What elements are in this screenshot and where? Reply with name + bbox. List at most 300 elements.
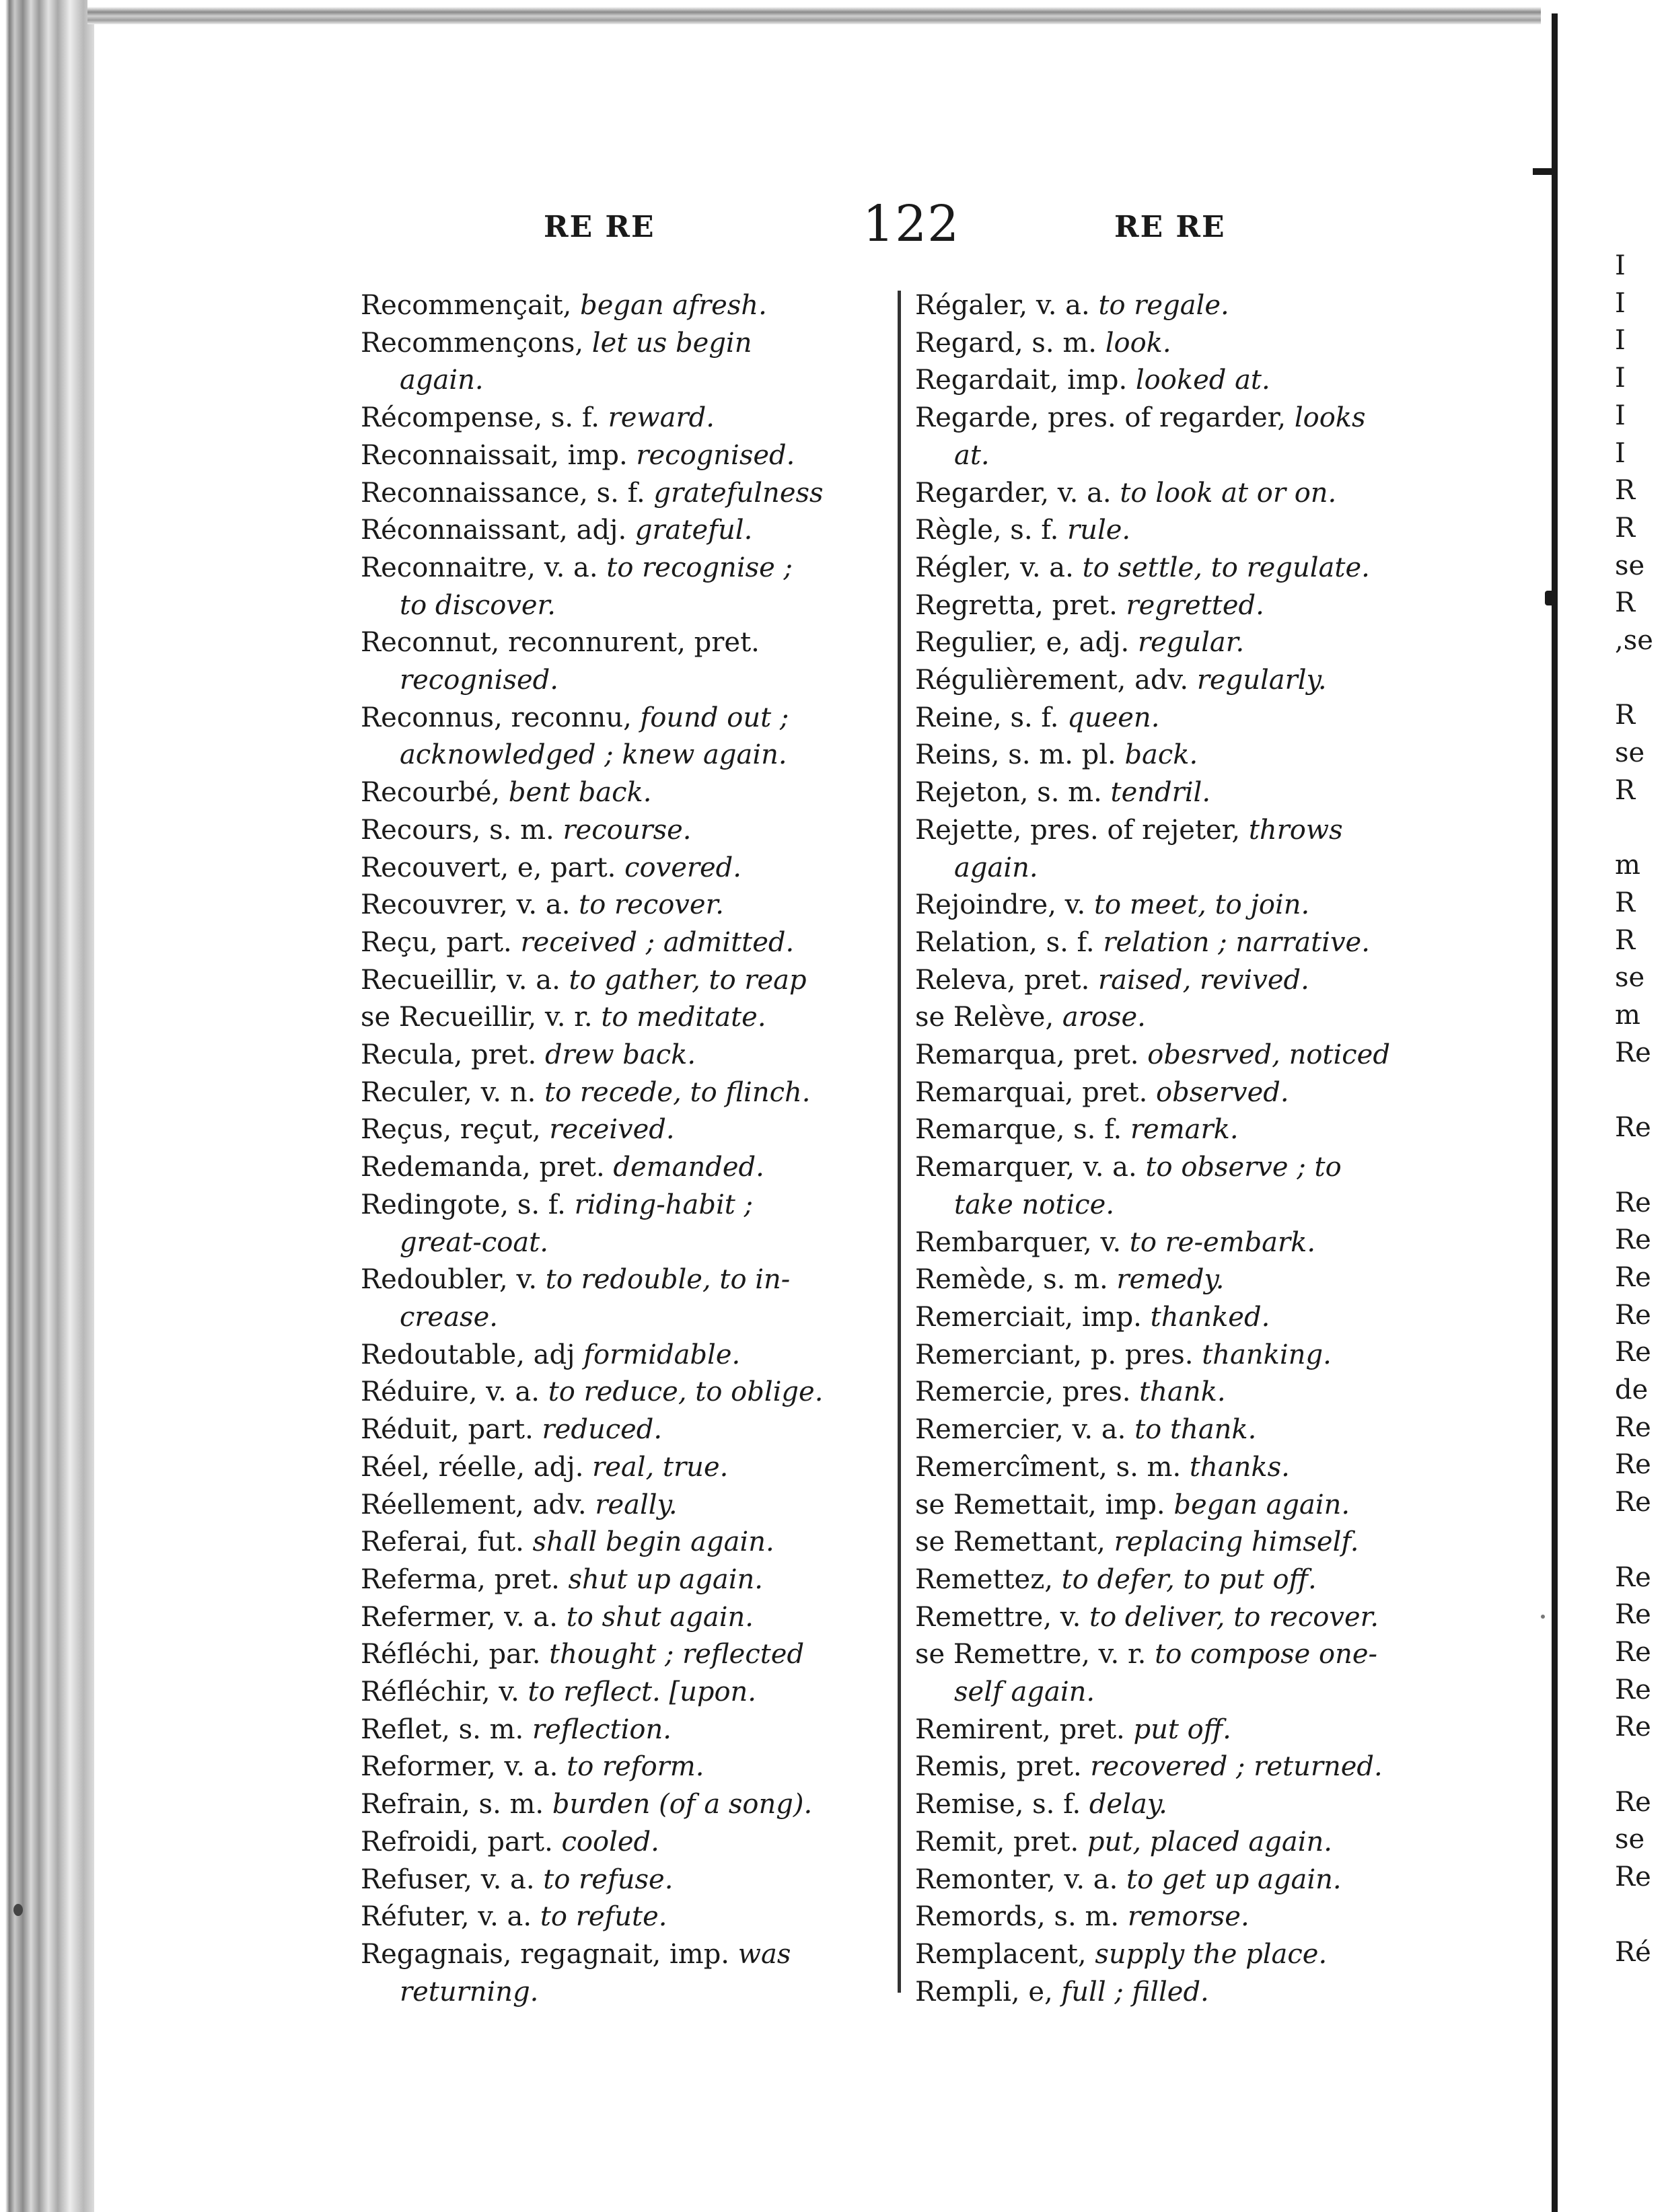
dictionary-entry: [361, 1487, 892, 1524]
next-page-fragment: Re: [1615, 1711, 1651, 1743]
translation: to refuse.: [543, 1864, 674, 1895]
headword: Recula, pret.: [361, 1039, 537, 1071]
headword: Regagnais, regagnait, imp.: [361, 1938, 730, 1970]
translation: throws: [1248, 814, 1343, 846]
headword: Remercier, v. a.: [915, 1414, 1126, 1446]
translation: to reform.: [567, 1751, 704, 1783]
headword: Reculer, v. n.: [361, 1076, 536, 1108]
headword: Reine, s. f.: [915, 702, 1059, 733]
next-page-fragment: I: [1615, 400, 1626, 431]
dictionary-entry: [915, 1337, 1447, 1374]
dictionary-entry: [361, 662, 892, 700]
next-page-fragment: Re: [1615, 1449, 1651, 1481]
headword: Remerciant, p. pres.: [915, 1339, 1194, 1370]
translation: thank.: [1139, 1376, 1226, 1408]
translation: again.: [954, 852, 1038, 883]
translation: queen.: [1067, 702, 1160, 733]
dictionary-entry: [361, 1748, 892, 1786]
dictionary-entry: [915, 587, 1447, 625]
headword: Recours, s. m.: [361, 814, 554, 846]
headword: Régaler, v. a.: [915, 290, 1090, 321]
headword: Refermer, v. a.: [361, 1601, 558, 1633]
dictionary-entry: [361, 1524, 892, 1561]
paper-speck: [1541, 1615, 1545, 1619]
headword: Remarque, s. f.: [915, 1114, 1122, 1146]
dictionary-entry: [915, 1561, 1447, 1599]
dictionary-entry: [915, 1711, 1447, 1749]
translation: covered.: [624, 852, 741, 883]
dictionary-entry: [915, 325, 1447, 363]
translation: reward.: [608, 402, 715, 434]
headword: Regard, s. m.: [915, 327, 1097, 359]
dictionary-entry: [361, 1037, 892, 1074]
translation: to refute.: [540, 1901, 667, 1933]
translation: to thank.: [1134, 1414, 1257, 1446]
dictionary-entry: [915, 1786, 1447, 1824]
translation: burden (of a song).: [552, 1789, 813, 1820]
translation: recourse.: [563, 814, 692, 846]
dictionary-entry: [915, 400, 1447, 437]
headword: Rejeton, s. m.: [915, 777, 1102, 809]
headword: Recueillir, v. a.: [361, 964, 560, 996]
dictionary-entry: [915, 774, 1447, 812]
dictionary-entry: [915, 1524, 1447, 1561]
next-page-fragment: ,se: [1615, 625, 1653, 656]
translation: to regale.: [1098, 290, 1229, 321]
dictionary-entry: [915, 999, 1447, 1037]
dictionary-entry: [915, 850, 1447, 887]
dictionary-entry: [361, 887, 892, 924]
headword: Redoubler, v.: [361, 1264, 538, 1296]
dictionary-entry: [915, 475, 1447, 513]
next-page-fragment: R: [1615, 587, 1636, 619]
next-page-fragment: se: [1615, 550, 1645, 581]
headword: se Remettait, imp.: [915, 1489, 1165, 1520]
dictionary-entry: [915, 700, 1447, 737]
headword: se Relève,: [915, 1002, 1054, 1033]
headword: Reçu, part.: [361, 926, 512, 958]
translation: formidable.: [583, 1339, 741, 1370]
headword: Reconnus, reconnu,: [361, 702, 632, 733]
running-head-right: RE RE: [1114, 210, 1226, 244]
headword: se Remettre, v. r.: [915, 1639, 1147, 1670]
translation: regularly.: [1196, 665, 1327, 696]
dictionary-entry: [915, 437, 1447, 475]
dictionary-entry: [361, 1936, 892, 1974]
headword: Remise, s. f.: [915, 1789, 1081, 1820]
dictionary-entry: [361, 624, 892, 662]
left-column: [361, 287, 892, 2011]
translation: back.: [1124, 739, 1198, 771]
translation: received ; admitted.: [520, 926, 795, 958]
headword: Remarquer, v. a.: [915, 1152, 1137, 1183]
headword: Refuser, v. a.: [361, 1864, 535, 1895]
headword: Releva, pret.: [915, 964, 1090, 996]
headword: Réduit, part.: [361, 1414, 534, 1446]
translation: to reduce, to oblige.: [548, 1376, 824, 1408]
next-page-fragment: m: [1615, 850, 1640, 881]
dictionary-entry: [361, 287, 892, 325]
translation: to recognise ;: [606, 552, 793, 583]
next-page-fragment: R: [1615, 887, 1636, 918]
headword: Regulier, e, adj.: [915, 627, 1130, 659]
next-page-fragment: R: [1615, 774, 1636, 806]
headword: Recommençons,: [361, 327, 584, 359]
headword: Recouvert, e, part.: [361, 852, 616, 883]
dictionary-entry: [915, 1037, 1447, 1074]
translation: obesrved, noticed: [1147, 1039, 1390, 1071]
dictionary-entry: [915, 737, 1447, 774]
translation: looked at.: [1135, 365, 1270, 396]
translation: demanded.: [613, 1152, 764, 1183]
translation: to meditate.: [601, 1002, 766, 1033]
headword: Réfléchi, par.: [361, 1639, 541, 1670]
headword: Regretta, pret.: [915, 589, 1118, 621]
dictionary-entry: [361, 1299, 892, 1337]
next-page-fragment: Re: [1615, 1786, 1651, 1818]
translation: to deliver, to recover.: [1089, 1601, 1379, 1633]
dictionary-entry: [915, 1187, 1447, 1224]
translation: tendril.: [1110, 777, 1211, 809]
next-page-fragment: I: [1615, 363, 1626, 394]
translation: remedy.: [1116, 1264, 1225, 1296]
translation: put, placed again.: [1087, 1826, 1333, 1857]
headword: Reformer, v. a.: [361, 1751, 558, 1783]
translation: delay.: [1089, 1789, 1167, 1820]
translation: drew back.: [544, 1039, 696, 1071]
translation: recognised.: [400, 665, 558, 696]
translation: to compose one-: [1155, 1639, 1378, 1670]
headword: Relation, s. f.: [915, 926, 1095, 958]
translation: really.: [595, 1489, 678, 1520]
dictionary-entry: [915, 1224, 1447, 1262]
next-page-fragment: R: [1615, 924, 1636, 956]
translation: gratefulness: [653, 477, 824, 509]
headword: Refrain, s. m.: [361, 1789, 544, 1820]
headword: se Recueillir, v. r.: [361, 1002, 593, 1033]
dictionary-entry: [361, 1374, 892, 1411]
next-page-fragment: Re: [1615, 1037, 1651, 1068]
dictionary-entry: [915, 1974, 1447, 2012]
next-page-fragment: I: [1615, 250, 1626, 281]
dictionary-entry: [361, 1411, 892, 1449]
headword: Réfuter, v. a.: [361, 1901, 532, 1933]
dictionary-entry: [915, 1898, 1447, 1936]
translation: to shut again.: [566, 1601, 754, 1633]
next-page-fragment: Re: [1615, 1187, 1651, 1218]
dictionary-entry: [915, 1936, 1447, 1974]
dictionary-entry: [915, 662, 1447, 700]
dictionary-entry: [361, 850, 892, 887]
translation: reduced.: [542, 1414, 663, 1446]
paper-speck: [13, 1904, 23, 1916]
headword: Recommençait,: [361, 290, 572, 321]
next-page-fragment: Re: [1615, 1861, 1651, 1893]
headword: Reconnut, reconnurent, pret.: [361, 627, 760, 659]
next-page-fragment: Re: [1615, 1411, 1651, 1443]
next-page-fragment: I: [1615, 325, 1626, 357]
dictionary-entry: [915, 1261, 1447, 1299]
dictionary-entry: [361, 475, 892, 513]
dictionary-entry: [361, 924, 892, 962]
dictionary-entry: [361, 812, 892, 850]
translation: real, true.: [592, 1451, 729, 1483]
translation: shut up again.: [568, 1563, 763, 1595]
next-page-fragment: R: [1615, 700, 1636, 731]
translation: regular.: [1137, 627, 1245, 659]
dictionary-entry: [361, 1187, 892, 1224]
next-page-fragment: m: [1615, 1000, 1640, 1031]
translation: to redouble, to in-: [545, 1264, 791, 1296]
dictionary-entry: [361, 1224, 892, 1262]
translation: relation ; narrative.: [1103, 926, 1370, 958]
headword: Rempli, e,: [915, 1976, 1053, 2007]
translation: found out ;: [640, 702, 789, 733]
headword: Recouvrer, v. a.: [361, 889, 571, 921]
dictionary-entry: [915, 1374, 1447, 1411]
headword: Remettre, v.: [915, 1601, 1081, 1633]
next-page-fragment: I: [1615, 437, 1626, 469]
headword: Recourbé,: [361, 777, 501, 809]
dictionary-entry: [915, 1411, 1447, 1449]
dictionary-entry: [361, 1898, 892, 1936]
dictionary-entry: [361, 1449, 892, 1487]
headword: Réel, réelle, adj.: [361, 1451, 584, 1483]
translation: acknowledged ; knew again.: [400, 739, 787, 771]
dictionary-entry: [361, 1674, 892, 1711]
translation: bent back.: [508, 777, 652, 809]
dictionary-entry: [361, 1824, 892, 1861]
next-page-fragment: Re: [1615, 1636, 1651, 1668]
headword: Rejette, pres. of rejeter,: [915, 814, 1241, 846]
headword: Remis, pret.: [915, 1751, 1082, 1783]
dictionary-entry: [915, 1599, 1447, 1637]
translation: shall begin again.: [532, 1526, 774, 1558]
headword: Rembarquer, v.: [915, 1226, 1122, 1258]
dictionary-entry: [361, 550, 892, 587]
next-page-fragment: Re: [1615, 1487, 1651, 1518]
dictionary-entry: [915, 1636, 1447, 1674]
translation: at.: [954, 439, 990, 471]
headword: Remit, pret.: [915, 1826, 1079, 1857]
dictionary-entry: [361, 1149, 892, 1187]
headword: Rejoindre, v.: [915, 889, 1086, 921]
headword: Reçus, reçut,: [361, 1114, 541, 1146]
next-page-fragment: I: [1615, 287, 1626, 319]
headword: Remords, s. m.: [915, 1901, 1120, 1933]
headword: Reconnaissance, s. f.: [361, 477, 645, 509]
gutter-mark: [1533, 168, 1556, 175]
translation: replacing himself.: [1114, 1526, 1359, 1558]
translation: to gather, to reap: [569, 964, 807, 996]
dictionary-entry: [915, 624, 1447, 662]
translation: arose.: [1062, 1002, 1146, 1033]
gutter-mark: [1545, 591, 1556, 605]
headword: Reconnaitre, v. a.: [361, 552, 598, 583]
headword: Referma, pret.: [361, 1563, 560, 1595]
headword: se Remettant,: [915, 1526, 1106, 1558]
dictionary-entry: [915, 1487, 1447, 1524]
dictionary-entry: [361, 587, 892, 625]
translation: began afresh.: [580, 290, 767, 321]
next-page-fragment: se: [1615, 737, 1645, 769]
dictionary-entry: [361, 1861, 892, 1899]
translation: received.: [549, 1114, 675, 1146]
dictionary-entry: [915, 962, 1447, 1000]
translation: thought ; reflected: [549, 1639, 805, 1670]
dictionary-entry: [361, 1261, 892, 1299]
next-page-fragment: R: [1615, 512, 1636, 544]
book-top-edge: [87, 0, 1541, 24]
next-page-fragment: de: [1615, 1374, 1649, 1405]
translation: to recede, to flinch.: [544, 1076, 811, 1108]
headword: Régler, v. a.: [915, 552, 1074, 583]
next-page-fragment: se: [1615, 962, 1645, 994]
dictionary-entry: [361, 1786, 892, 1824]
headword: Remonter, v. a.: [915, 1864, 1118, 1895]
dictionary-entry: [361, 737, 892, 774]
running-head-left: RE RE: [544, 210, 655, 244]
dictionary-entry: [915, 1299, 1447, 1337]
headword: Remirent, pret.: [915, 1713, 1125, 1745]
dictionary-entry: [915, 924, 1447, 962]
translation: reflection.: [532, 1713, 672, 1745]
dictionary-entry: [915, 287, 1447, 325]
translation: recovered ; returned.: [1090, 1751, 1383, 1783]
dictionary-entry: [915, 1674, 1447, 1711]
translation: rule.: [1067, 515, 1131, 546]
dictionary-entry: [915, 1748, 1447, 1786]
translation: thanked.: [1150, 1301, 1270, 1333]
translation: crease.: [400, 1301, 498, 1333]
dictionary-entry: [915, 512, 1447, 550]
dictionary-entry: [361, 962, 892, 1000]
gutter-line: [1552, 13, 1558, 2212]
dictionary-entry: [915, 362, 1447, 400]
translation: self again.: [954, 1676, 1095, 1708]
translation: looks: [1294, 402, 1366, 434]
dictionary-entry: [361, 400, 892, 437]
dictionary-entry: [361, 1561, 892, 1599]
dictionary-entry: [361, 1974, 892, 2012]
headword: Redemanda, pret.: [361, 1152, 605, 1183]
headword: Remercie, pres.: [915, 1376, 1131, 1408]
translation: began again.: [1173, 1489, 1350, 1520]
translation: recognised.: [636, 439, 795, 471]
dictionary-entry: [915, 887, 1447, 924]
translation: full ; filled.: [1061, 1976, 1209, 2007]
headword: Remplacent,: [915, 1938, 1087, 1970]
dictionary-entry: [915, 550, 1447, 587]
dictionary-entry: [361, 325, 892, 363]
next-page-fragment: Re: [1615, 1299, 1651, 1331]
dictionary-entry: [915, 1824, 1447, 1861]
dictionary-entry: [361, 1111, 892, 1149]
right-column: [915, 287, 1447, 2011]
dictionary-entry: [915, 1149, 1447, 1187]
headword: Régulièrement, adv.: [915, 665, 1189, 696]
translation: to meet, to join.: [1093, 889, 1310, 921]
next-page-fragment: Re: [1615, 1337, 1651, 1368]
headword: Reconnaissait, imp.: [361, 439, 628, 471]
translation: again.: [400, 365, 484, 396]
dictionary-entry: [361, 1337, 892, 1374]
next-page-fragment: R: [1615, 475, 1636, 507]
dictionary-entry: [915, 812, 1447, 850]
dictionary-entry: [915, 1861, 1447, 1899]
headword: Referai, fut.: [361, 1526, 524, 1558]
dictionary-entry: [361, 1711, 892, 1749]
headword: Récompense, s. f.: [361, 402, 600, 434]
next-page-fragment: Re: [1615, 1599, 1651, 1631]
translation: to re-embark.: [1129, 1226, 1316, 1258]
translation: thanking.: [1202, 1339, 1332, 1370]
next-page-fragment: Re: [1615, 1112, 1651, 1144]
next-page-fragment: se: [1615, 1824, 1645, 1855]
translation: to reflect. [upon.: [528, 1676, 756, 1708]
next-page-fragment: Re: [1615, 1224, 1651, 1256]
translation: great-coat.: [400, 1226, 548, 1258]
dictionary-entry: [915, 1449, 1447, 1487]
translation: to discover.: [400, 589, 556, 621]
dictionary-entry: [361, 362, 892, 400]
headword: Regardait, imp.: [915, 365, 1128, 396]
headword: Réconnaissant, adj.: [361, 515, 627, 546]
dictionary-entry: [361, 774, 892, 812]
translation: let us begin: [591, 327, 752, 359]
translation: cooled.: [561, 1826, 659, 1857]
translation: to settle, to regulate.: [1082, 552, 1370, 583]
next-page-fragment: Re: [1615, 1674, 1651, 1705]
headword: Refroidi, part.: [361, 1826, 553, 1857]
dictionary-entry: [915, 1111, 1447, 1149]
translation: grateful.: [635, 515, 753, 546]
translation: observed.: [1156, 1076, 1289, 1108]
translation: look.: [1105, 327, 1171, 359]
headword: Règle, s. f.: [915, 515, 1059, 546]
headword: Regarder, v. a.: [915, 477, 1112, 509]
dictionary-entry: [361, 1636, 892, 1674]
dictionary-entry: [361, 1074, 892, 1112]
translation: to observe ; to: [1145, 1152, 1342, 1183]
headword: Remerciait, imp.: [915, 1301, 1142, 1333]
next-page-fragment: Ré: [1615, 1936, 1651, 1968]
translation: put off.: [1133, 1713, 1231, 1745]
translation: raised, revived.: [1098, 964, 1309, 996]
translation: regretted.: [1126, 589, 1264, 621]
headword: Remettez,: [915, 1563, 1053, 1595]
translation: take notice.: [954, 1189, 1115, 1220]
headword: Regarde, pres. of regarder,: [915, 402, 1287, 434]
headword: Réduire, v. a.: [361, 1376, 540, 1408]
translation: was: [737, 1938, 791, 1970]
dictionary-entry: [361, 512, 892, 550]
page-header: [0, 195, 1666, 262]
dictionary-entry: [361, 999, 892, 1037]
next-page-fragment: Re: [1615, 1261, 1651, 1293]
translation: to get up again.: [1126, 1864, 1342, 1895]
translation: thanks.: [1189, 1451, 1290, 1483]
headword: Réellement, adv.: [361, 1489, 587, 1520]
translation: returning.: [400, 1976, 539, 2007]
headword: Remercîment, s. m.: [915, 1451, 1182, 1483]
dictionary-entry: [361, 700, 892, 737]
translation: supply the place.: [1095, 1938, 1328, 1970]
headword: Redingote, s. f.: [361, 1189, 566, 1220]
headword: Remarqua, pret.: [915, 1039, 1139, 1071]
column-divider: [898, 291, 901, 1993]
dictionary-entry: [915, 1074, 1447, 1112]
